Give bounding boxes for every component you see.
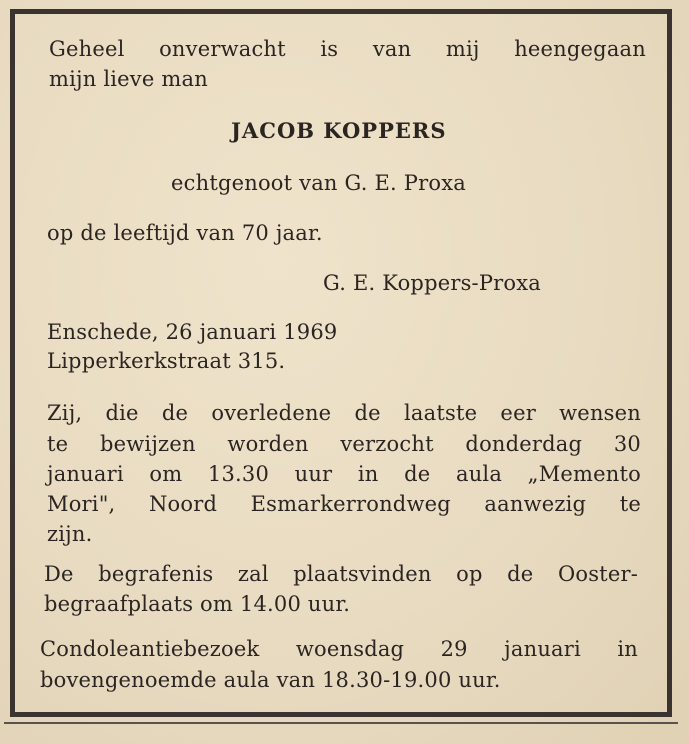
spouse-line: echtgenoot van G. E. Proxa bbox=[171, 171, 466, 195]
intro-line-2: mijn lieve man bbox=[49, 67, 208, 91]
burial-line-2: begraafplaats om 14.00 uur. bbox=[44, 592, 351, 616]
farewell-line-4: Mori", Noord Esmarkerrondweg aanwezig te bbox=[47, 492, 641, 516]
condolence-line-2: bovengenoemde aula van 18.30-19.00 uur. bbox=[40, 668, 501, 692]
age-line: op de leeftijd van 70 jaar. bbox=[47, 221, 323, 245]
signer-name: G. E. Koppers-Proxa bbox=[323, 271, 542, 295]
farewell-line-3: januari om 13.30 uur in de aula „Memento bbox=[47, 462, 641, 486]
farewell-line-1: Zij, die de overledene de laatste eer wensen bbox=[47, 401, 641, 425]
intro-line-1: Geheel onverwacht is van mij heengegaan bbox=[49, 37, 646, 61]
farewell-line-5: zijn. bbox=[47, 522, 93, 546]
condolence-line-1: Condoleantiebezoek woensdag 29 januari in bbox=[40, 637, 638, 661]
place-date: Enschede, 26 januari 1969 bbox=[47, 320, 338, 344]
deceased-name: JACOB KOPPERS bbox=[231, 118, 447, 143]
address: Lipperkerkstraat 315. bbox=[47, 349, 286, 373]
farewell-line-2: te bewijzen worden verzocht donderdag 30 bbox=[47, 432, 641, 456]
bottom-divider bbox=[4, 722, 678, 724]
burial-line-1: De begrafenis zal plaatsvinden op de Ooster- bbox=[44, 562, 638, 586]
